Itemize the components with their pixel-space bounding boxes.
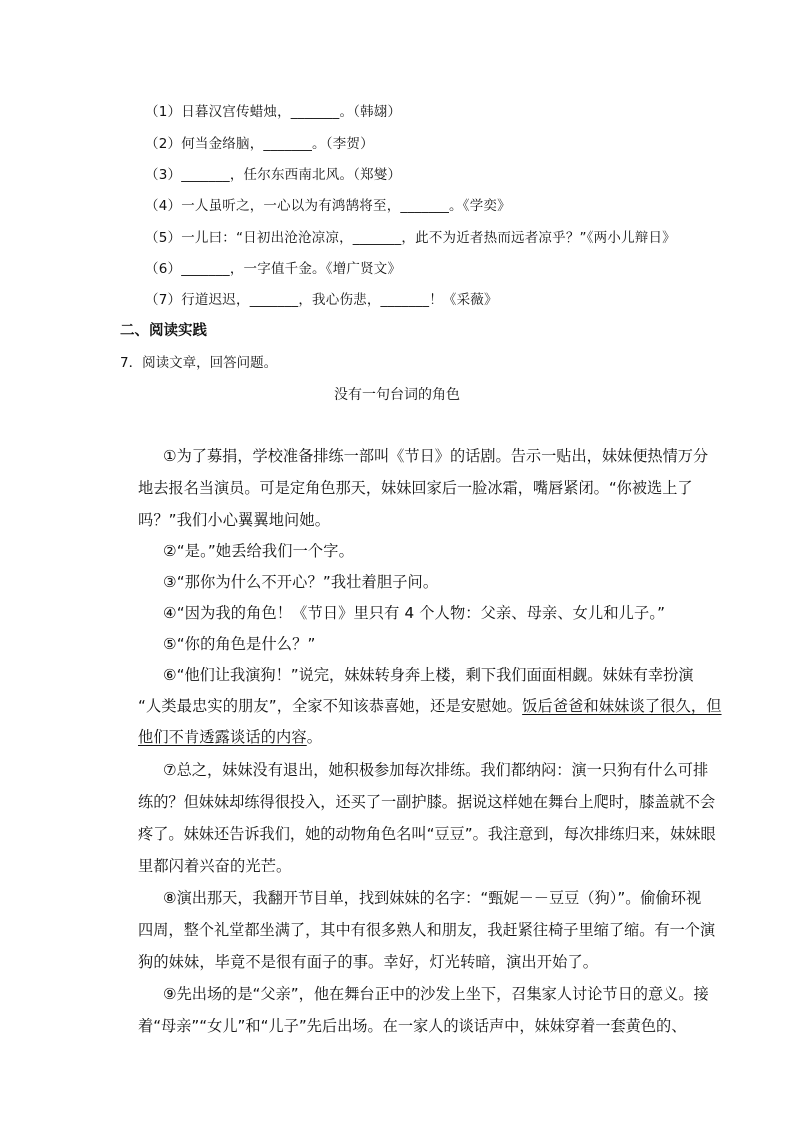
paragraph-6-line-2: [138, 696, 722, 716]
underlined-sentence-part-2: 他们不肯透露谈话的内容: [138, 728, 307, 746]
paragraph-9-line-1: ⑨先出场的是“父亲”，他在舞台正中的沙发上坐下，召集家人讨论节日的意义。接: [163, 985, 709, 1003]
fill-blank-item-6: （6）_______，一字值千金。《增广贤文》: [145, 261, 402, 277]
section-heading: 二、阅读实践: [120, 323, 207, 339]
paragraph-2: ②“是。”她丢给我们一个字。: [163, 542, 354, 560]
paragraph-9-line-2: 着“母亲”“女儿”和“儿子”先后出场。在一家人的谈话声中，妹妹穿着一套黄色的、: [138, 1017, 687, 1035]
paragraph-7-line-2: 练的？但妹妹却练得很投入，还买了一副护膝。据说这样她在舞台上爬时，膝盖就不会: [138, 793, 716, 811]
fill-blank-item-1: （1）日暮汉宫传蜡烛，_______。（韩翃）: [145, 104, 402, 120]
paragraph-1-line-2: 地去报名当演员。可是定角色那天，妹妹回家后一脸冰霜，嘴唇紧闭。“你被选上了: [138, 479, 693, 497]
fill-blank-item-7: （7）行道迟迟，_______，我心伤悲，_______！《采薇》: [145, 292, 498, 308]
paragraph-8-line-2: 四周，整个礼堂都坐满了，其中有很多熟人和朋友，我赶紧往椅子里缩了缩。有一个演: [138, 921, 716, 939]
fill-blank-item-5: （5）一儿曰：“日初出沧沧凉凉，_______，此不为近者热而远者凉乎？”《两小儿辩日》: [145, 230, 676, 246]
paragraph-1-line-1: ①为了募捐，学校准备排练一部叫《节日》的话剧。告示一贴出，妹妹便热情万分: [163, 447, 709, 465]
underlined-sentence-part-1: 饭后爸爸和妹妹谈了很久，但: [522, 697, 722, 715]
question-intro: 7．阅读文章，回答问题。: [120, 355, 278, 371]
paragraph-7-line-3: 疼了。妹妹还告诉我们，她的动物角色名叫“豆豆”。我注意到，每次排练归来，妹妹眼: [138, 825, 716, 843]
paragraph-8-line-1: ⑧演出那天，我翻开节目单，找到妹妹的名字：“甄妮－－豆豆（狗）”。偷偷环视: [163, 889, 702, 907]
paragraph-7-line-4: 里都闪着兴奋的光芒。: [138, 857, 292, 875]
article-title: 没有一句台词的角色: [334, 387, 460, 403]
paragraph-4: ④“因为我的角色！《节日》里只有 4 个人物：父亲、母亲、女儿和儿子。”: [163, 604, 666, 622]
fill-blank-item-3: （3）_______，任尔东西南北风。（郑燮）: [145, 167, 402, 183]
paragraph-6-line-1: ⑥“他们让我演狗！”说完，妹妹转身奔上楼，剩下我们面面相觑。妹妹有幸扮演: [163, 666, 694, 684]
paragraph-5: ⑤“你的角色是什么？”: [163, 635, 316, 653]
fill-blank-item-4: （4）一人虽听之，一心以为有鸿鹄将至，_______。《学奕》: [145, 198, 511, 214]
paragraph-6-line-2-text: “人类最忠实的朋友”，全家不知该恭喜她，还是安慰她。: [138, 697, 523, 715]
fill-blank-item-2: （2）何当金络脑，_______。（李贺）: [145, 136, 374, 152]
paragraph-3: ③“那你为什么不开心？”我壮着胆子问。: [163, 573, 439, 591]
paragraph-6-period: 。: [306, 728, 323, 746]
paragraph-1-line-3: 吗？”我们小心翼翼地问她。: [138, 511, 331, 529]
paragraph-8-line-3: 狗的妹妹，毕竟不是很有面子的事。幸好，灯光转暗，演出开始了。: [138, 953, 599, 971]
paragraph-6-line-3: [138, 727, 322, 747]
paragraph-7-line-1: ⑦总之，妹妹没有退出，她积极参加每次排练。我们都纳闷：演一只狗有什么可排: [163, 761, 709, 779]
